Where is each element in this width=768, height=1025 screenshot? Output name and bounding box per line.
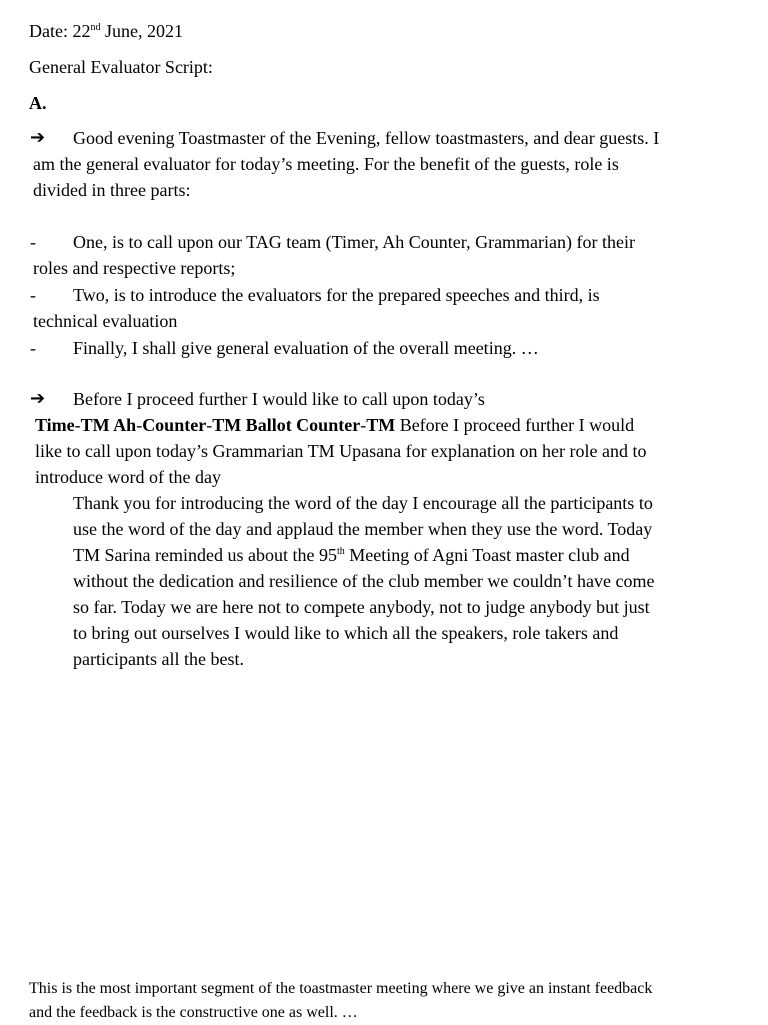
call-dash: - (206, 415, 213, 435)
date-prefix: Date: 22 (29, 21, 91, 41)
list-dash: - (30, 232, 36, 252)
date-line (29, 18, 183, 44)
footer-paragraph (29, 977, 749, 1025)
right-arrow-icon: ➔ (30, 127, 46, 148)
call-bold-time: Time (35, 415, 75, 435)
thanks-line-2: use the word of the day and applaud the member when they use the word. Today (73, 519, 653, 539)
call-bold-counter: Counter (142, 415, 207, 435)
intro-line-1: Good evening Toastmaster of the Evening, fellow toastmasters, and dear guests. I (73, 128, 660, 148)
role-item-1-line-1: One, is to call upon our TAG team (Timer, Ah Counter, Grammarian) for their (73, 232, 635, 252)
call-line-2-rest: Before I proceed further I would (395, 415, 635, 435)
right-arrow-icon: ➔ (30, 388, 46, 409)
call-dash: - (74, 415, 81, 435)
role-item-3-line-1: Finally, I shall give general evaluation of the overall meeting. … (73, 338, 539, 358)
call-bold-tm: TM (366, 415, 396, 435)
call-dash: - (136, 415, 143, 435)
thanks-line-3 (73, 542, 733, 568)
footer-line-1: This is the most important segment of the toastmaster meeting where we give an instant feedback (29, 980, 653, 997)
section-label: A. (29, 93, 47, 113)
thanks-paragraph (73, 490, 733, 672)
thanks-line-7: participants all the best. (73, 649, 244, 669)
call-dash: - (360, 415, 367, 435)
intro-line-3: divided in three parts: (33, 180, 191, 200)
thanks-line-3-pre: TM Sarina reminded us about the 95 (73, 545, 337, 565)
role-item-2-line-2: technical evaluation (33, 311, 178, 331)
list-dash: - (30, 285, 36, 305)
date-suffix: June, 2021 (100, 21, 183, 41)
thanks-line-4: without the dedication and resilience of the club member we couldn’t have come (73, 571, 655, 591)
list-dash: - (30, 338, 36, 358)
ordinal-suffix: th (336, 546, 345, 557)
call-line-1: Before I proceed further I would like to call upon today’s (73, 389, 485, 409)
thanks-line-6: to bring out ourselves I would like to which all the speakers, role takers and (73, 623, 619, 643)
script-title: General Evaluator Script: (29, 57, 213, 77)
call-bold-tm-ah: TM Ah (80, 415, 137, 435)
role-item-1-line-2: roles and respective reports; (33, 258, 236, 278)
footer-line-2: and the feedback is the constructive one as well. … (29, 1004, 358, 1021)
date-ordinal: nd (90, 22, 101, 33)
call-line-2 (35, 412, 634, 438)
call-bold-ballot-counter: TM Ballot Counter (212, 415, 361, 435)
thanks-line-1: Thank you for introducing the word of the day I encourage all the participants to (73, 493, 653, 513)
call-line-4: introduce word of the day (35, 467, 221, 487)
role-item-2-line-1: Two, is to introduce the evaluators for the prepared speeches and third, is (73, 285, 600, 305)
call-line-3: like to call upon today’s Grammarian TM Upasana for explanation on her role and to (35, 441, 647, 461)
thanks-line-5: so far. Today we are here not to compete anybody, not to judge anybody but just (73, 597, 650, 617)
intro-line-2: am the general evaluator for today’s meeting. For the benefit of the guests, role is (33, 154, 619, 174)
thanks-line-3-post: Meeting of Agni Toast master club and (344, 545, 630, 565)
